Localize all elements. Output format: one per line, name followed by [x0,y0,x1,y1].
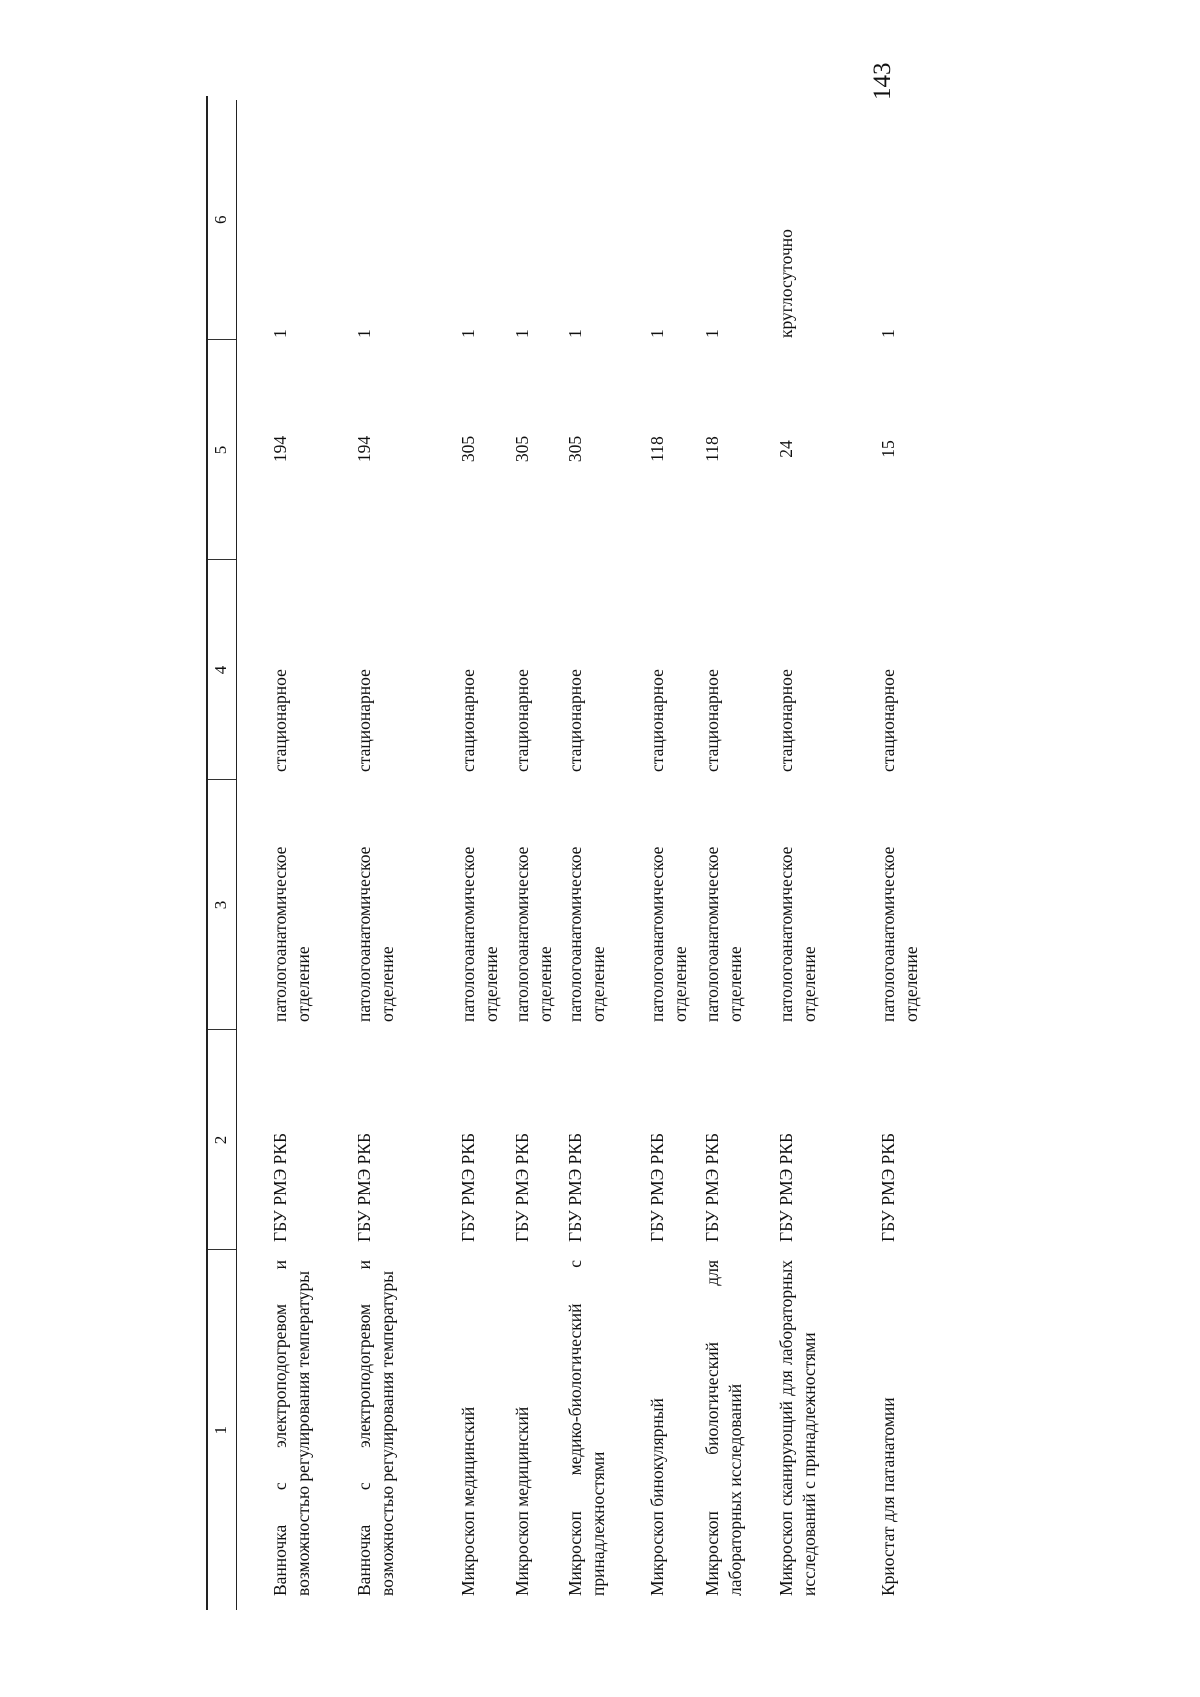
table-row [636,100,692,1610]
value-col5: 194 [270,435,290,463]
organization: ГБУ РМЭ РКБ [877,1133,898,1242]
table-row [847,100,925,1610]
value-col5: 15 [877,440,898,458]
value-col6: 1 [877,329,898,338]
value-col6: 1 [565,329,586,338]
value-col5: 305 [458,435,478,463]
table-header-row [208,100,237,1610]
column-header: 1 [208,1250,237,1610]
mode: стационарное [775,669,796,772]
equipment-name: Микроскоп бинокулярный [647,1398,668,1596]
value-col6: 1 [512,329,533,338]
department: патологоанатомическое отделение [877,846,921,1022]
department: патологоанатомическое отделение [775,846,819,1022]
department: патологоанатомическое отделение [512,846,556,1022]
value-col6: 1 [270,329,290,338]
equipment-name: Ванночка с электроподогревом и возможностью регулирования температуры [354,1260,398,1596]
column-header: 4 [208,560,237,780]
department: патологоанатомическое отделение [647,846,691,1022]
equipment-name: Микроскоп медико-биологический с принадлежностями [565,1260,609,1596]
value-col6: 1 [458,329,478,338]
organization: ГБУ РМЭ РКБ [354,1133,374,1242]
column-header: 6 [208,100,237,340]
table-row [749,100,847,1610]
table-row [693,100,749,1610]
value-col6: круглосуточно [775,229,796,338]
column-header: 5 [208,340,237,560]
value-col6: 1 [354,329,374,338]
value-col6: 1 [647,329,668,338]
department: патологоанатомическое отделение [458,846,502,1022]
organization: ГБУ РМЭ РКБ [701,1133,722,1242]
value-col5: 305 [565,435,586,463]
equipment-name: Микроскоп медицинский [512,1406,533,1596]
organization: ГБУ РМЭ РКБ [565,1133,586,1242]
department: патологоанатомическое отделение [354,846,398,1022]
table-row [503,100,557,1610]
department: патологоанатомическое отделение [701,846,745,1022]
organization: ГБУ РМЭ РКБ [512,1133,533,1242]
value-col5: 118 [701,436,722,462]
value-col5: 24 [775,440,796,458]
organization: ГБУ РМЭ РКБ [270,1133,290,1242]
value-col6: 1 [701,329,722,338]
table-row [331,100,431,1610]
mode: стационарное [647,669,668,772]
value-col5: 305 [512,435,533,463]
organization: ГБУ РМЭ РКБ [647,1133,668,1242]
equipment-name: Ванночка с электроподогревом и возможностью регулирования температуры [270,1260,314,1596]
equipment-name: Микроскоп медицинский [458,1406,478,1596]
equipment-name: Криостат для патанатомии [877,1397,898,1596]
organization: ГБУ РМЭ РКБ [458,1133,478,1242]
equipment-table [208,100,925,1610]
mode: стационарное [354,669,374,772]
equipment-name: Микроскоп сканирующий для лабораторных исследований с принадлежностями [775,1260,819,1596]
mode: стационарное [458,669,478,772]
mode: стационарное [701,669,722,772]
column-header: 3 [208,780,237,1030]
value-col5: 194 [354,435,374,463]
page-number: 143 [869,62,896,100]
table-row [557,100,636,1610]
department: патологоанатомическое отделение [270,846,314,1022]
rotated-table-container [208,100,988,1610]
organization: ГБУ РМЭ РКБ [775,1133,796,1242]
table-row [431,100,503,1610]
value-col5: 118 [647,436,668,462]
mode: стационарное [512,669,533,772]
table-row [237,100,332,1610]
equipment-name: Микроскоп биологический для лабораторных исследований [701,1260,745,1596]
department: патологоанатомическое отделение [565,846,609,1022]
column-header: 2 [208,1030,237,1250]
mode: стационарное [877,669,898,772]
mode: стационарное [565,669,586,772]
mode: стационарное [270,669,290,772]
